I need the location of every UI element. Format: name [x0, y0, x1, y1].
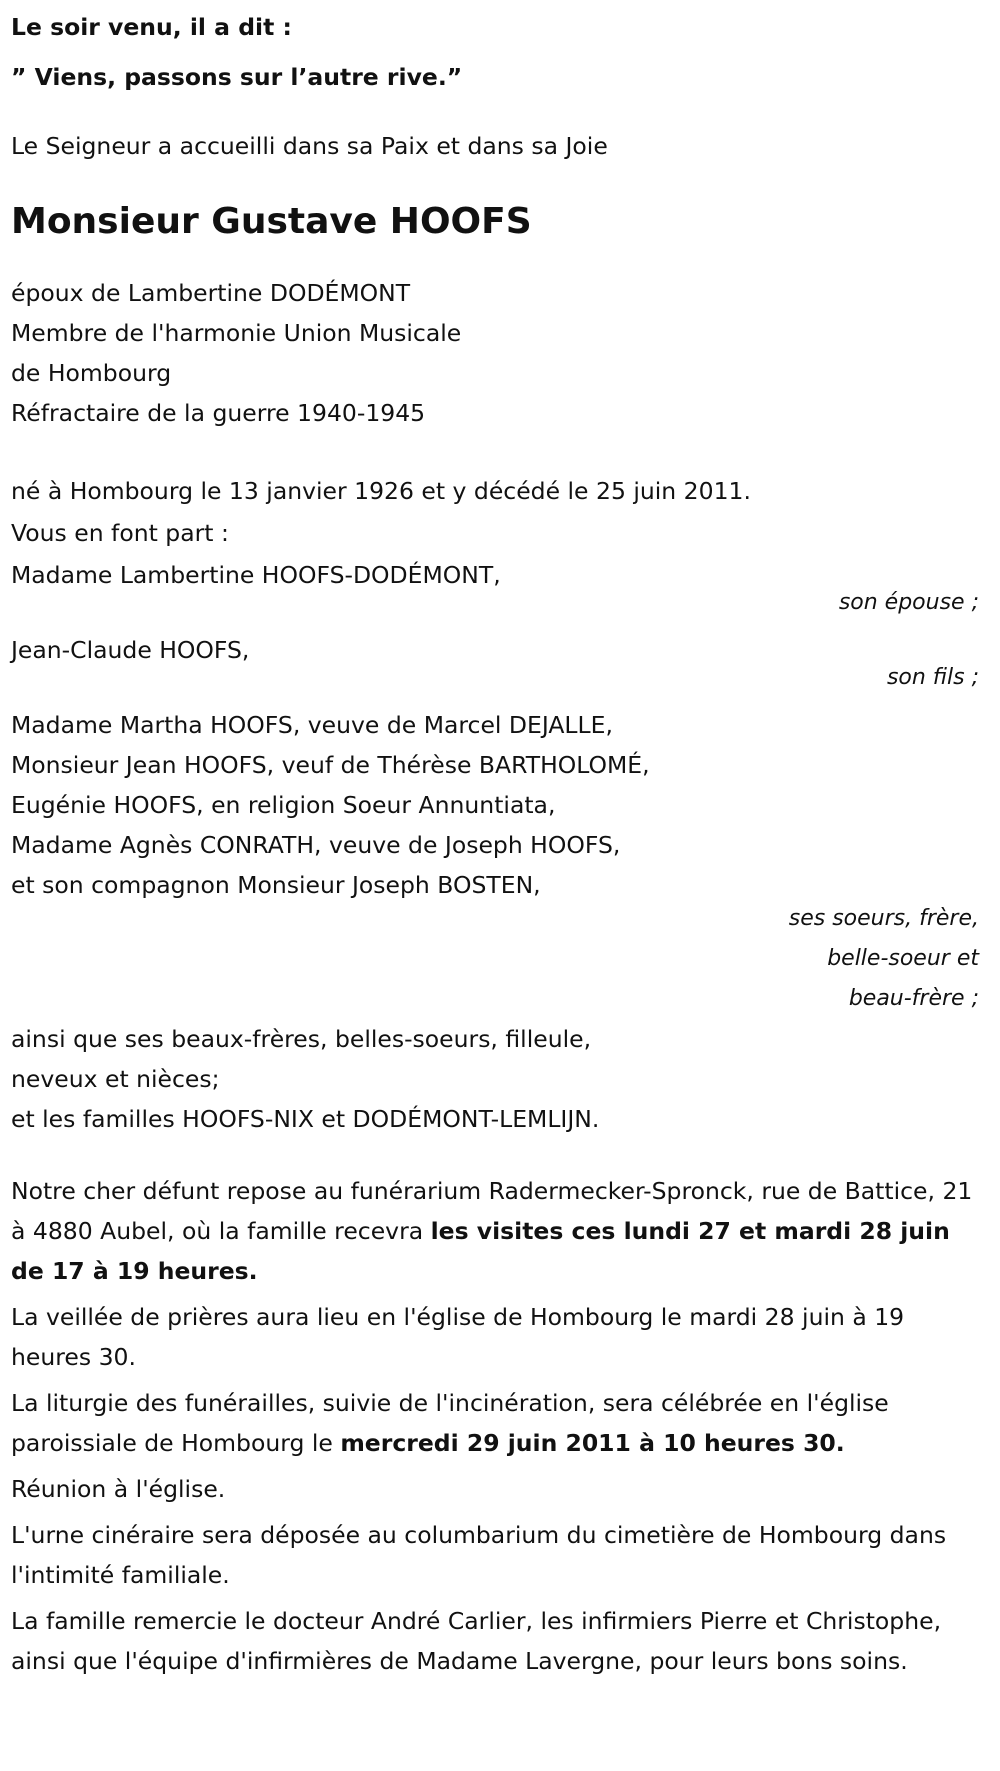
quote-line-2: ” Viens, passons sur l’autre rive.”: [11, 63, 463, 91]
siblings-relation-line: beau-frère ;: [848, 986, 979, 1011]
details-block: [11, 273, 980, 433]
sibling-line: et son compagnon Monsieur Joseph BOSTEN,: [11, 871, 541, 899]
death-notice: [0, 2, 980, 1681]
spouse-line: Madame Lambertine HOOFS-DODÉMONT,: [11, 561, 501, 589]
detail-line: de Hombourg: [11, 359, 172, 387]
detail-line: Réfractaire de la guerre 1940-1945: [11, 399, 426, 427]
spouse-relation: son épouse ;: [838, 590, 979, 615]
liturgy-text: La liturgie des funérailles, suivie de l'incinération, sera célébrée en l'église paroissiale de Hombourg le: [11, 1389, 889, 1457]
sibling-line: Madame Agnès CONRATH, veuve de Joseph HOOFS,: [11, 831, 621, 859]
sibling-line: Eugénie HOOFS, en religion Soeur Annuntiata,: [11, 791, 556, 819]
detail-line: époux de Lambertine DODÉMONT: [11, 279, 411, 307]
sibling-line: Monsieur Jean HOOFS, veuf de Thérèse BARTHOLOMÉ,: [11, 751, 650, 779]
thanks-paragraph: La famille remercie le docteur André Carlier, les infirmiers Pierre et Christophe, ainsi que l'équipe d'infirmières de Madame Lavergne, pour leurs bons soins.: [11, 1607, 942, 1675]
announce-line: Vous en font part :: [11, 519, 229, 547]
sibling-line: Madame Martha HOOFS, veuve de Marcel DEJALLE,: [11, 711, 613, 739]
quote-line-1: Le soir venu, il a dit :: [11, 13, 292, 41]
visits-bold: les visites ces lundi 27 et mardi 28 juin de 17 à 19 heures.: [11, 1217, 950, 1285]
son-line: Jean-Claude HOOFS,: [11, 636, 250, 664]
detail-line: Membre de l'harmonie Union Musicale: [11, 319, 462, 347]
liturgy-paragraph: [11, 1383, 980, 1463]
others-line: ainsi que ses beaux-frères, belles-soeurs, filleule,: [11, 1025, 592, 1053]
son-relation: son fils ;: [886, 665, 979, 690]
birth-death-line: né à Hombourg le 13 janvier 1926 et y décédé le 25 juin 2011.: [11, 477, 751, 505]
meeting-paragraph: Réunion à l'église.: [11, 1475, 226, 1503]
siblings-relation-line: ses soeurs, frère,: [788, 906, 979, 931]
others-line: et les familles HOOFS-NIX et DODÉMONT-LEMLIJN.: [11, 1105, 600, 1133]
intro-text: Le Seigneur a accueilli dans sa Paix et dans sa Joie: [11, 132, 608, 160]
others-block: [11, 1019, 980, 1139]
deceased-name: Monsieur Gustave HOOFS: [11, 201, 532, 242]
siblings-relation: [11, 899, 980, 1019]
vigil-paragraph: La veillée de prières aura lieu en l'église de Hombourg le mardi 28 juin à 19 heures 30.: [11, 1303, 905, 1371]
others-line: neveux et nièces;: [11, 1065, 220, 1093]
liturgy-bold: mercredi 29 juin 2011 à 10 heures 30.: [340, 1429, 845, 1457]
siblings-block: [11, 705, 980, 905]
rest-paragraph: [11, 1171, 980, 1291]
rest-text: Notre cher défunt repose au funérarium Radermecker-Spronck, rue de Battice, 21 à 4880 Aubel, où la famille recevra: [11, 1177, 973, 1245]
siblings-relation-line: belle-soeur et: [827, 946, 979, 971]
urn-paragraph: L'urne cinéraire sera déposée au columbarium du cimetière de Hombourg dans l'intimité familiale.: [11, 1521, 947, 1589]
